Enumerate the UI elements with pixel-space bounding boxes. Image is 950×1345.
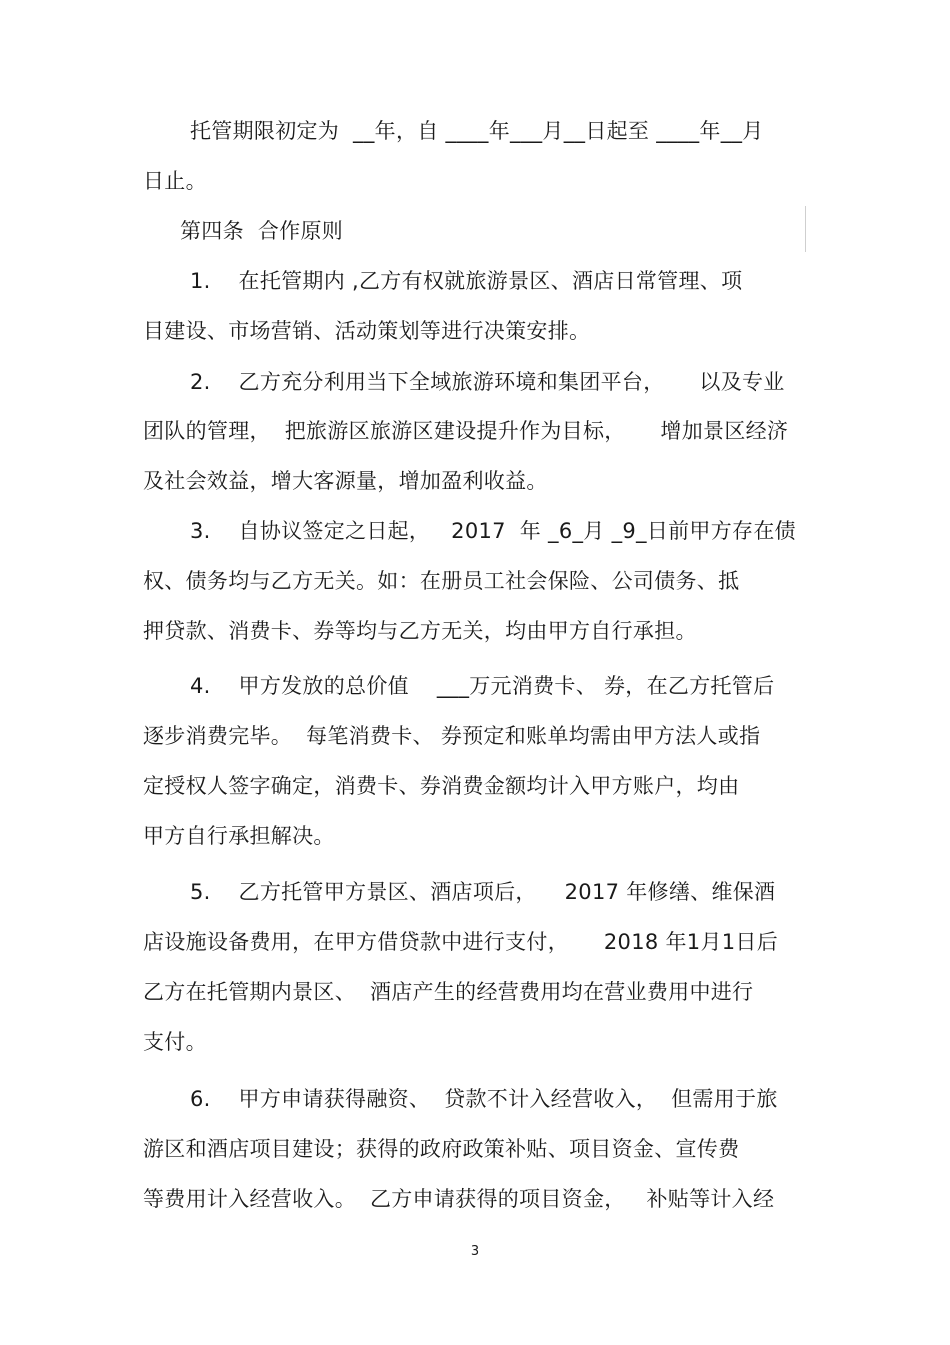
text-line: 押贷款、消费卡、券等均与乙方无关，均由甲方自行承担。 <box>143 619 697 643</box>
text-line: 甲方自行承担解决。 <box>143 824 335 848</box>
text-line: 托管期限初定为 __年，自 ____年___月__日起至 ____年__月 <box>190 119 764 143</box>
text-line: 店设施设备费用，在甲方借贷款中进行支付， 2018 年1月1日后 <box>143 930 779 954</box>
section-heading: 第四条 合作原则 <box>180 219 344 243</box>
text-line: 及社会效益，增大客源量，增加盈利收益。 <box>143 469 548 493</box>
text-line: 目建设、市场营销、活动策划等进行决策安排。 <box>143 319 591 343</box>
text-line: 乙方在托管期内景区、 酒店产生的经营费用均在营业费用中进行 <box>143 980 754 1004</box>
text-line: 等费用计入经营收入。 乙方申请获得的项目资金， 补贴等计入经 <box>143 1187 775 1211</box>
text-line: 3. 自协议签定之日起， 2017 年 _6_月 _9_日前甲方存在债 <box>190 519 796 543</box>
text-line: 4. 甲方发放的总价值 ___万元消费卡、 券，在乙方托管后 <box>190 674 775 698</box>
margin-rule <box>805 206 806 252</box>
text-line: 5. 乙方托管甲方景区、酒店项后， 2017 年修缮、维保酒 <box>190 880 776 904</box>
text-line: 团队的管理， 把旅游区旅游区建设提升作为目标， 增加景区经济 <box>143 419 789 443</box>
text-line: 权、债务均与乙方无关。如：在册员工社会保险、公司债务、抵 <box>143 569 740 593</box>
page-number: 3 <box>470 1244 480 1259</box>
text-line: 1. 在托管期内 ,乙方有权就旅游景区、酒店日常管理、项 <box>190 269 743 293</box>
text-line: 逐步消费完毕。 每笔消费卡、 券预定和账单均需由甲方法人或指 <box>143 724 761 748</box>
text-line: 定授权人签字确定，消费卡、券消费金额均计入甲方账户，均由 <box>143 774 740 798</box>
text-line: 6. 甲方申请获得融资、 贷款不计入经营收入， 但需用于旅 <box>190 1087 778 1111</box>
text-line: 支付。 <box>143 1030 207 1054</box>
text-line: 日止。 <box>143 169 207 193</box>
text-line: 游区和酒店项目建设；获得的政府政策补贴、项目资金、宣传费 <box>143 1137 740 1161</box>
text-line: 2. 乙方充分利用当下全域旅游环境和集团平台， 以及专业 <box>190 370 785 394</box>
